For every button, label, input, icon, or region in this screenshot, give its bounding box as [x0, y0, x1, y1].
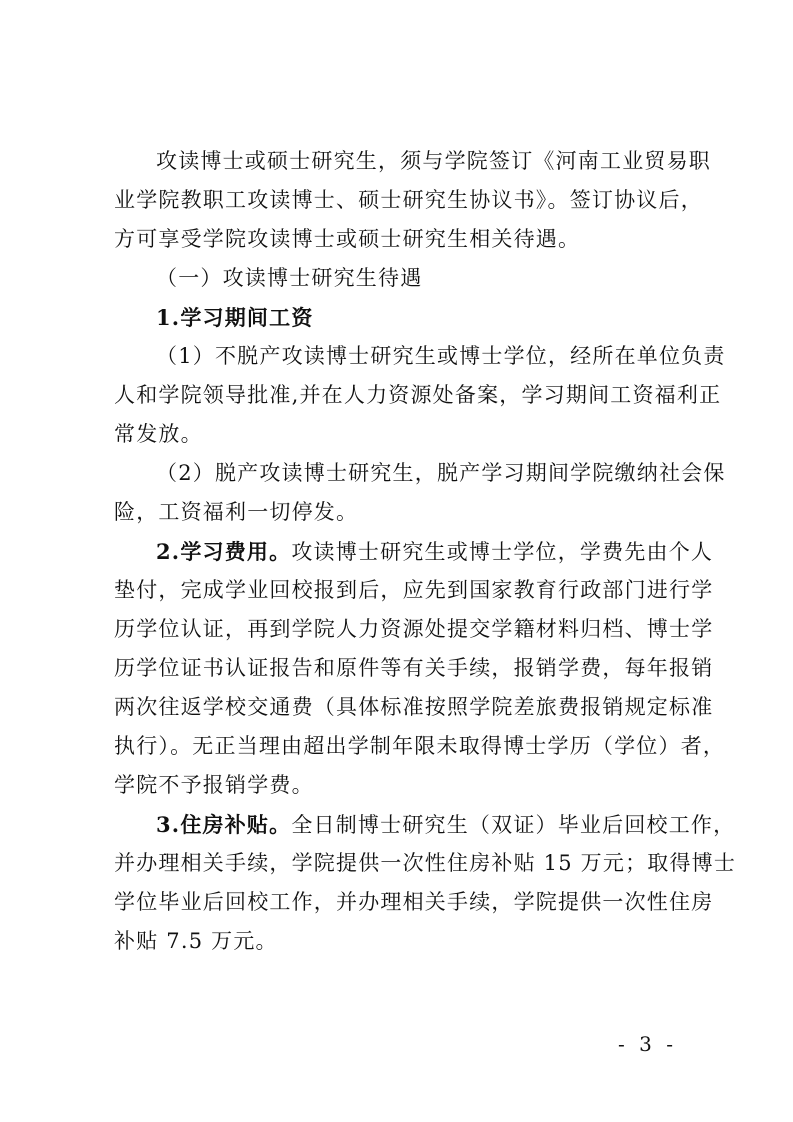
section1-heading: （一）攻读博士研究生待遇 [156, 266, 423, 290]
item3-heading: 3.住房补贴。 [156, 812, 292, 837]
item3-rest: 全日制博士研究生（双证）毕业后回校工作， [291, 813, 736, 837]
item1-1-bold-phrase: 不脱产攻读博士研究生或博士学位 [214, 344, 548, 368]
item2-rest: 攻读博士研究生或博士学位，学费先由个人 [291, 540, 714, 564]
page-number: - 3 - [618, 1032, 677, 1056]
intro-line-1: 攻读博士或硕士研究生，须与学院签订《河南工业贸易职 [156, 149, 711, 173]
item2-line-6: 执行）。无正当理由超出学制年限未取得博士学历（学位）者， [114, 734, 726, 758]
item1-2-line-1: （2）脱产攻读博士研究生，脱产学习期间学院缴纳社会保 [156, 461, 726, 485]
item3-line-2: 并办理相关手续，学院提供一次性住房补贴 15 万元；取得博士 [114, 851, 737, 875]
item1-1-rest: ，经所在单位负责 [547, 344, 726, 368]
intro-line-3: 方可享受学院攻读博士或硕士研究生相关待遇。 [114, 227, 581, 251]
item2-line-2: 垫付，完成学业回校报到后，应先到国家教育行政部门进行学 [114, 578, 714, 602]
item1-1-prefix: （1） [156, 344, 215, 368]
item1-2-line-2: 险，工资福利一切停发。 [114, 500, 359, 524]
item2-line-3: 历学位认证，再到学院人力资源处提交学籍材料归档、博士学 [114, 617, 714, 641]
item3-line-4: 补贴 7.5 万元。 [114, 929, 278, 953]
item2-line-1 [156, 538, 713, 566]
item1-1-line-2: 人和学院领导批准,并在人力资源处备案，学习期间工资福利正 [114, 383, 722, 407]
item1-heading: 1.学习期间工资 [156, 305, 314, 330]
item1-1-line-3: 常发放。 [114, 422, 203, 446]
item2-heading: 2.学习费用。 [156, 539, 292, 564]
intro-line-2: 业学院教职工攻读博士、硕士研究生协议书》。签订协议后， [114, 188, 703, 212]
item3-line-1 [156, 811, 735, 839]
item2-line-5: 两次往返学校交通费（具体标准按照学院差旅费报销规定标准 [114, 695, 714, 719]
item3-line-3: 学位毕业后回校工作，并办理相关手续，学院提供一次性住房 [114, 890, 714, 914]
item2-line-4: 历学位证书认证报告和原件等有关手续，报销学费，每年报销 [114, 656, 714, 680]
item1-1-line-1 [156, 343, 726, 370]
item2-line-7: 学院不予报销学费。 [114, 773, 314, 797]
